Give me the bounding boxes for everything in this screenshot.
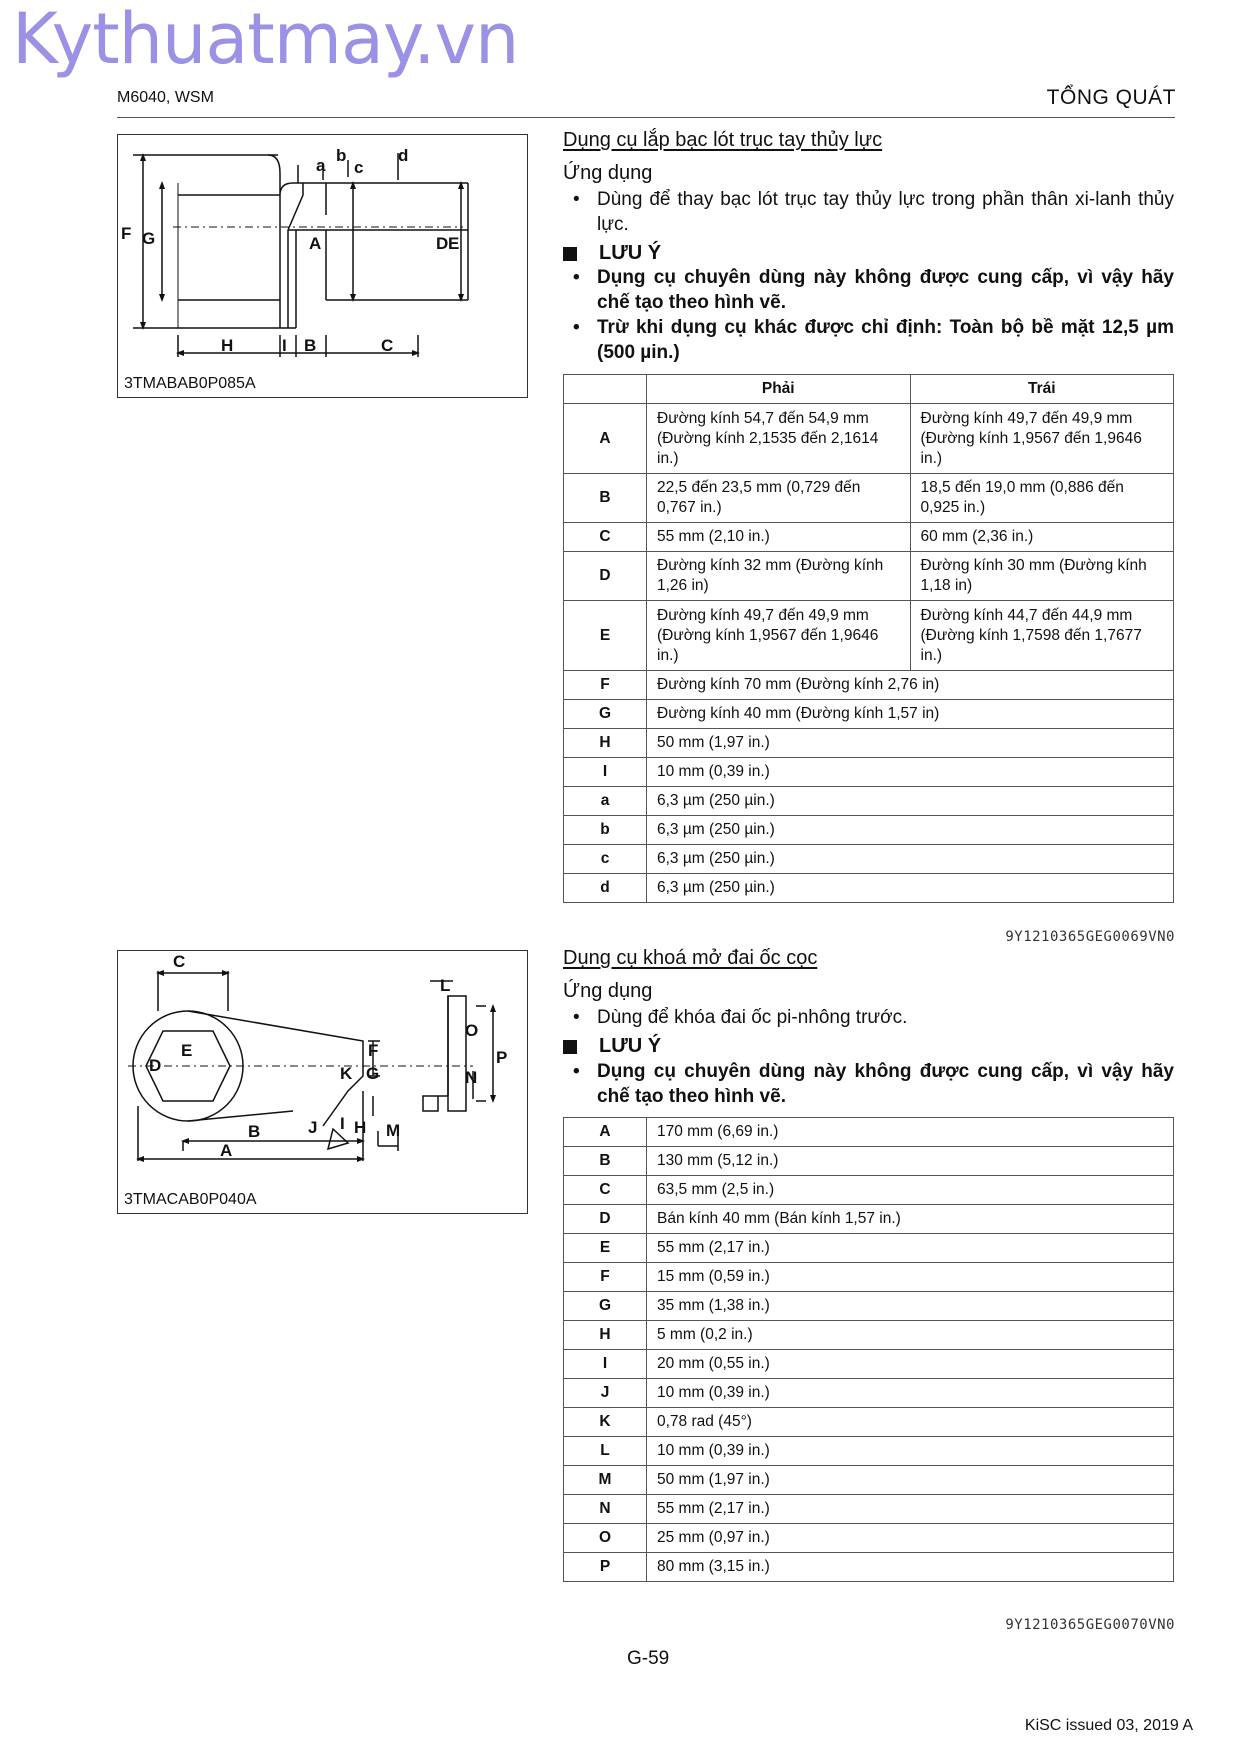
note-square-icon xyxy=(563,247,577,261)
table-key-cell: D xyxy=(564,552,647,601)
table-key-cell: b xyxy=(564,816,647,845)
table-key-cell: G xyxy=(564,1292,647,1321)
table-key-cell: C xyxy=(564,523,647,552)
table-key-cell: O xyxy=(564,1524,647,1553)
section2-usage-heading: Ứng dụng xyxy=(563,980,653,1002)
table-value-cell: Đường kính 49,7 đến 49,9 mm (Đường kính 1,9567 đến 1,9646 in.) xyxy=(910,404,1174,474)
table-row xyxy=(564,787,1174,816)
table-row xyxy=(564,1147,1174,1176)
table-header-blank xyxy=(564,375,647,404)
table-value-cell: 50 mm (1,97 in.) xyxy=(647,1466,1174,1495)
dim-label-C: C xyxy=(381,336,394,355)
dim-label-H: H xyxy=(354,1118,367,1137)
table-row xyxy=(564,1466,1174,1495)
table-row xyxy=(564,1437,1174,1466)
dim-label-D: D xyxy=(149,1056,162,1075)
table-value-cell: 35 mm (1,38 in.) xyxy=(647,1292,1174,1321)
table-row xyxy=(564,1234,1174,1263)
dim-label-M: M xyxy=(386,1121,401,1140)
section2-note-item: • Dụng cụ chuyên dùng này không được cung cấp, vì vậy hãy chế tạo theo hình vẽ. xyxy=(573,1061,1174,1107)
dim-label-D: D xyxy=(436,234,449,253)
table-key-cell: N xyxy=(564,1495,647,1524)
dim-label-E: E xyxy=(448,234,460,253)
table-value-cell: 55 mm (2,17 in.) xyxy=(647,1495,1174,1524)
table-key-cell: D xyxy=(564,1205,647,1234)
table-key-cell: C xyxy=(564,1176,647,1205)
table-key-cell: A xyxy=(564,404,647,474)
table-value-cell: 20 mm (0,55 in.) xyxy=(647,1350,1174,1379)
table-value-cell: Đường kính 54,7 đến 54,9 mm (Đường kính 2,1535 đến 2,1614 in.) xyxy=(647,404,911,474)
table-value-cell: Đường kính 40 mm (Đường kính 1,57 in) xyxy=(647,700,1174,729)
dim-label-G: G xyxy=(142,229,156,248)
dim-label-C: C xyxy=(173,952,186,971)
section1-spec-table xyxy=(563,374,1174,903)
table-value-cell: 10 mm (0,39 in.) xyxy=(647,1437,1174,1466)
table-value-cell: 22,5 đến 23,5 mm (0,729 đến 0,767 in.) xyxy=(647,474,911,523)
dim-label-E: E xyxy=(181,1041,193,1060)
issued-note: KiSC issued 03, 2019 A xyxy=(1024,1717,1193,1734)
dim-label-N: N xyxy=(465,1068,478,1087)
section2-usage-item: • Dùng để khóa đai ốc pi-nhông trước. xyxy=(573,1007,908,1028)
table-row xyxy=(564,523,1174,552)
table-row xyxy=(564,729,1174,758)
header-manual-code: M6040, WSM xyxy=(117,89,214,106)
table-key-cell: L xyxy=(564,1437,647,1466)
table-value-cell: 0,78 rad (45°) xyxy=(647,1408,1174,1437)
table-value-cell: 10 mm (0,39 in.) xyxy=(647,758,1174,787)
table-row xyxy=(564,1118,1174,1147)
table-row xyxy=(564,874,1174,903)
dim-label-F: F xyxy=(121,224,132,243)
table-value-cell: Đường kính 44,7 đến 44,9 mm (Đường kính 1,7598 đến 1,7677 in.) xyxy=(910,601,1174,671)
figure-bushing-tool xyxy=(117,134,528,398)
table-value-cell: 130 mm (5,12 in.) xyxy=(647,1147,1174,1176)
table-key-cell: J xyxy=(564,1379,647,1408)
table-row xyxy=(564,1495,1174,1524)
dim-label-a: a xyxy=(316,156,326,175)
table-row xyxy=(564,474,1174,523)
table-header-right: Phải xyxy=(647,375,911,404)
table-row xyxy=(564,1553,1174,1582)
table-value-cell: 6,3 µm (250 µin.) xyxy=(647,845,1174,874)
table-key-cell: H xyxy=(564,1321,647,1350)
header-rule xyxy=(117,117,1175,118)
section2-ref-code: 9Y1210365GEG0070VN0 xyxy=(1005,1617,1175,1633)
table-row xyxy=(564,1379,1174,1408)
section1-ref-code: 9Y1210365GEG0069VN0 xyxy=(1005,929,1175,945)
table-key-cell: a xyxy=(564,787,647,816)
dim-label-d: d xyxy=(398,146,409,165)
table-key-cell: d xyxy=(564,874,647,903)
page-number: G-59 xyxy=(627,1648,670,1669)
dim-label-L: L xyxy=(440,976,451,995)
table-key-cell: P xyxy=(564,1553,647,1582)
table-row xyxy=(564,1205,1174,1234)
table-key-cell: I xyxy=(564,1350,647,1379)
dim-label-I: I xyxy=(340,1114,345,1133)
table-key-cell: E xyxy=(564,601,647,671)
dim-label-B: B xyxy=(248,1122,261,1141)
watermark: Kythuatmay.vn xyxy=(12,0,519,80)
dim-label-F: F xyxy=(368,1041,379,1060)
table-value-cell: Đường kính 32 mm (Đường kính 1,26 in) xyxy=(647,552,911,601)
section1-usage-heading: Ứng dụng xyxy=(563,162,653,184)
table-key-cell: E xyxy=(564,1234,647,1263)
table-value-cell: 5 mm (0,2 in.) xyxy=(647,1321,1174,1350)
table-row xyxy=(564,1292,1174,1321)
dim-label-O: O xyxy=(465,1021,479,1040)
dim-label-b: b xyxy=(336,146,347,165)
table-value-cell: 6,3 µm (250 µin.) xyxy=(647,874,1174,903)
note-square-icon xyxy=(563,1040,577,1054)
table-value-cell: 18,5 đến 19,0 mm (0,886 đến 0,925 in.) xyxy=(910,474,1174,523)
dim-label-A: A xyxy=(220,1141,233,1160)
section1-note-item: • Trừ khi dụng cụ khác được chỉ định: Toàn bộ bề mặt 12,5 µm (500 µin.) xyxy=(573,317,1174,363)
table-row xyxy=(564,1408,1174,1437)
table-key-cell: A xyxy=(564,1118,647,1147)
table-key-cell: M xyxy=(564,1466,647,1495)
table-value-cell: Bán kính 40 mm (Bán kính 1,57 in.) xyxy=(647,1205,1174,1234)
figure-code: 3TMABAB0P085A xyxy=(124,375,256,392)
section1-note-item: • Dụng cụ chuyên dùng này không được cung cấp, vì vậy hãy chế tạo theo hình vẽ. xyxy=(573,267,1174,313)
dim-label-H: H xyxy=(221,336,234,355)
table-value-cell: 55 mm (2,10 in.) xyxy=(647,523,911,552)
table-key-cell: B xyxy=(564,474,647,523)
nut-wrench-drawing xyxy=(118,951,527,1181)
table-row xyxy=(564,671,1174,700)
table-value-cell: 80 mm (3,15 in.) xyxy=(647,1553,1174,1582)
table-row xyxy=(564,1321,1174,1350)
table-value-cell: Đường kính 30 mm (Đường kính 1,18 in) xyxy=(910,552,1174,601)
table-row xyxy=(564,816,1174,845)
table-key-cell: F xyxy=(564,671,647,700)
table-value-cell: 25 mm (0,97 in.) xyxy=(647,1524,1174,1553)
section1-usage-item: • Dùng để thay bạc lót trục tay thủy lực trong phần thân xi-lanh thủy lực. xyxy=(573,189,1174,235)
table-value-cell: 6,3 µm (250 µin.) xyxy=(647,816,1174,845)
table-value-cell: 15 mm (0,59 in.) xyxy=(647,1263,1174,1292)
dim-label-K: K xyxy=(340,1064,353,1083)
table-key-cell: I xyxy=(564,758,647,787)
section2-spec-table xyxy=(563,1117,1174,1582)
table-value-cell: 6,3 µm (250 µin.) xyxy=(647,787,1174,816)
table-row xyxy=(564,404,1174,474)
dim-label-P: P xyxy=(496,1048,508,1067)
table-row xyxy=(564,1350,1174,1379)
table-row xyxy=(564,1524,1174,1553)
table-value-cell: Đường kính 49,7 đến 49,9 mm (Đường kính 1,9567 đến 1,9646 in.) xyxy=(647,601,911,671)
dim-label-c: c xyxy=(354,158,364,177)
dim-label-B: B xyxy=(304,336,317,355)
table-key-cell: c xyxy=(564,845,647,874)
table-row xyxy=(564,552,1174,601)
table-row xyxy=(564,758,1174,787)
table-value-cell: 170 mm (6,69 in.) xyxy=(647,1118,1174,1147)
table-value-cell: 63,5 mm (2,5 in.) xyxy=(647,1176,1174,1205)
table-row xyxy=(564,845,1174,874)
table-value-cell: Đường kính 70 mm (Đường kính 2,76 in) xyxy=(647,671,1174,700)
dim-label-A: A xyxy=(309,234,322,253)
table-value-cell: 60 mm (2,36 in.) xyxy=(910,523,1174,552)
table-row xyxy=(564,1263,1174,1292)
dim-label-I: I xyxy=(282,336,287,355)
table-value-cell: 55 mm (2,17 in.) xyxy=(647,1234,1174,1263)
table-header-row xyxy=(564,375,1174,404)
table-key-cell: K xyxy=(564,1408,647,1437)
table-row xyxy=(564,601,1174,671)
table-row xyxy=(564,1176,1174,1205)
table-key-cell: F xyxy=(564,1263,647,1292)
table-key-cell: B xyxy=(564,1147,647,1176)
table-row xyxy=(564,700,1174,729)
table-value-cell: 50 mm (1,97 in.) xyxy=(647,729,1174,758)
figure-code: 3TMACAB0P040A xyxy=(124,1191,257,1208)
table-value-cell: 10 mm (0,39 in.) xyxy=(647,1379,1174,1408)
section1-note-heading: LƯU Ý xyxy=(563,242,661,265)
dim-label-G: G xyxy=(366,1064,380,1083)
table-key-cell: G xyxy=(564,700,647,729)
bushing-tool-drawing xyxy=(118,135,527,365)
dim-label-J: J xyxy=(308,1118,318,1137)
section2-note-heading: LƯU Ý xyxy=(563,1035,661,1058)
table-key-cell: H xyxy=(564,729,647,758)
figure-nut-wrench xyxy=(117,950,528,1214)
header-section-title: TỔNG QUÁT xyxy=(1046,86,1176,109)
section1-title: Dụng cụ lắp bạc lót trục tay thủy lực xyxy=(563,129,883,151)
section2-title: Dụng cụ khoá mở đai ốc cọc xyxy=(563,947,818,969)
table-header-left: Trái xyxy=(910,375,1174,404)
